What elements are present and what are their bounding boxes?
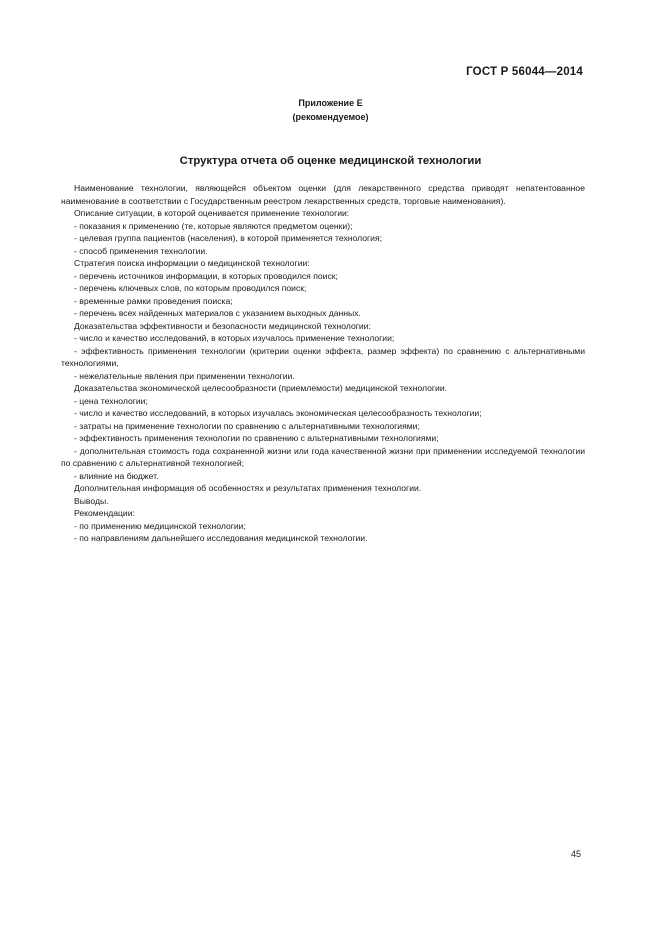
paragraph-search-strategy: Стратегия поиска информации о медицинской технологии: [74, 258, 310, 268]
paragraph-recommendations: Рекомендации: [74, 508, 135, 518]
list-item: - перечень ключевых слов, по которым проводился поиск; [74, 283, 307, 293]
paragraph-subject: Наименование технологии, являющейся объектом оценки (для лекарственного средства приводят непатентованное наименование в соответствии с Государственным реестром лекарственных средств, торговые наименования). [61, 183, 585, 206]
paragraph-additional-info: Дополнительная информация об особенностях и результатах применения технологии. [74, 483, 422, 493]
appendix-status: (рекомендуемое) [292, 112, 369, 122]
list-item: - перечень всех найденных материалов с указанием выходных данных. [74, 308, 361, 318]
list-item: - эффективность применения технологии (критерии оценки эффекта, размер эффекта) по сравнению с альтернативными технологиями, [61, 345, 585, 368]
list-item: - по применению медицинской технологии; [74, 520, 246, 531]
paragraph-situation: Описание ситуации, в которой оценивается применение технологии: [74, 208, 350, 218]
page-title: Структура отчета об оценке медицинской технологии [179, 155, 482, 167]
list-item: - временные рамки проведения поиска; [74, 295, 233, 306]
page-number: 45 [570, 849, 581, 859]
list-item: - нежелательные явления при применении технологии. [74, 370, 295, 381]
paragraph-conclusions: Выводы. [74, 495, 109, 506]
list-item: - показания к применению (те, которые являются предметом оценки); [74, 220, 353, 231]
list-item: - затраты на применение технологии по сравнению с альтернативными технологиями; [74, 420, 420, 431]
list-item: - перечень источников информации, в которых проводился поиск; [74, 270, 338, 281]
document-code: ГОСТ Р 56044—2014 [466, 66, 583, 78]
paragraph-economic: Доказательства экономической целесообразности (приемлемости) медицинской технологии. [74, 383, 448, 393]
list-item: - целевая группа пациентов (населения), в которой применяется технология; [74, 233, 382, 243]
list-item: - по направлениям дальнейшего исследования медицинской технологии. [74, 533, 368, 543]
paragraph-effectiveness: Доказательства эффективности и безопасности медицинской технологии: [74, 320, 371, 331]
list-item: - цена технологии; [74, 395, 148, 406]
list-item: - способ применения технологии. [74, 245, 208, 256]
list-item: - число и качество исследований, в которых изучалась экономическая целесообразность технологии; [74, 408, 482, 418]
list-item: - влияние на бюджет. [74, 470, 159, 481]
document-body [61, 182, 585, 545]
appendix-heading [0, 96, 661, 124]
list-item: - эффективность применения технологии по сравнению с альтернативными технологиями; [74, 433, 439, 443]
list-item: - дополнительная стоимость года сохраненной жизни или года качественной жизни при применении исследуемой технологии по сравнению с альтернативной технологией; [61, 445, 585, 468]
appendix-title: Приложение Е [298, 98, 363, 108]
list-item: - число и качество исследований, в которых изучалось применение технологии; [74, 333, 395, 343]
